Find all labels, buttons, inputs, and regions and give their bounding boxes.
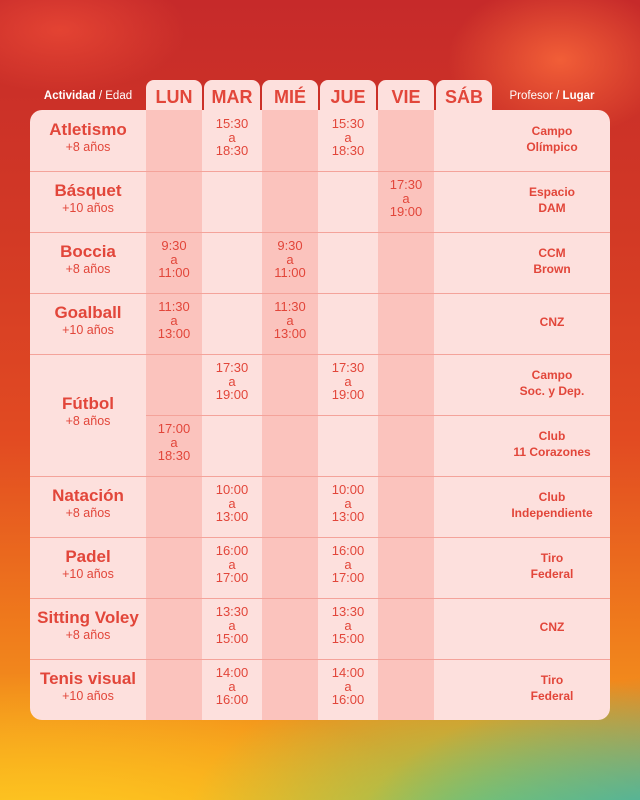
place-line-2: Federal <box>530 566 574 581</box>
activity-age: +8 años <box>65 262 111 276</box>
start-time: 14:00 <box>215 665 249 680</box>
header-separator: / <box>95 90 106 102</box>
place-line-1: Tiro <box>540 550 564 565</box>
time-slot-mar <box>204 598 260 659</box>
time-connector: a <box>402 190 410 206</box>
end-time: 16:00 <box>215 692 249 707</box>
activity-name: Natación <box>52 486 124 505</box>
end-time: 19:00 <box>215 387 249 402</box>
place-line-2: Independiente <box>511 505 593 520</box>
activity-cell <box>30 655 146 716</box>
start-time: 14:00 <box>331 665 365 680</box>
time-connector: a <box>170 434 178 450</box>
end-time: 15:00 <box>215 631 249 646</box>
day-header-lun: LUN <box>146 80 202 114</box>
activity-age: +8 años <box>65 506 111 520</box>
time-connector: a <box>228 678 236 694</box>
age-label: Edad <box>105 90 133 102</box>
place-line-1: CNZ <box>539 314 565 329</box>
activity-cell <box>30 228 146 289</box>
time-connector: a <box>344 495 352 511</box>
time-connector: a <box>170 312 178 328</box>
time-slot-jue <box>320 537 376 598</box>
time-slot-jue <box>320 659 376 720</box>
start-time: 15:30 <box>331 116 365 131</box>
place-cell <box>494 474 610 535</box>
end-time: 18:30 <box>331 143 365 158</box>
place-line-1: Campo <box>531 123 573 138</box>
start-time: 11:30 <box>274 299 306 314</box>
header-separator-2: / <box>552 90 563 102</box>
time-connector: a <box>344 556 352 572</box>
time-slot-jue <box>320 476 376 537</box>
end-time: 13:00 <box>273 326 307 341</box>
activity-name: Básquet <box>54 181 122 200</box>
activity-name: Padel <box>65 547 111 566</box>
activity-age-header <box>30 80 146 112</box>
place-cell <box>494 352 610 413</box>
activity-name: Sitting Voley <box>37 608 139 627</box>
time-slot-mie <box>262 232 318 293</box>
start-time: 17:30 <box>215 360 249 375</box>
place-line-1: Club <box>538 489 566 504</box>
activity-name: Fútbol <box>62 393 114 413</box>
place-cell <box>494 291 610 352</box>
start-time: 13:30 <box>331 604 365 619</box>
time-connector: a <box>170 251 178 267</box>
schedule-table <box>30 110 610 720</box>
row-divider <box>146 415 610 416</box>
time-slot-lun <box>146 293 202 354</box>
time-slot-jue <box>320 354 376 415</box>
end-time: 13:00 <box>215 509 249 524</box>
activity-age: +8 años <box>65 628 111 642</box>
end-time: 19:00 <box>331 387 365 402</box>
activity-name: Atletismo <box>49 120 127 139</box>
time-connector: a <box>344 373 352 389</box>
time-connector: a <box>228 129 236 145</box>
place-line-2: Olímpico <box>526 139 578 154</box>
place-line-2: Brown <box>533 261 571 276</box>
place-cell <box>494 596 610 657</box>
activity-cell <box>30 289 146 350</box>
activity-age: +10 años <box>62 567 114 581</box>
start-time: 17:00 <box>157 421 191 436</box>
activity-name: Boccia <box>60 242 116 261</box>
start-time: 10:00 <box>215 482 249 497</box>
time-slot-jue <box>320 110 376 171</box>
activity-cell <box>30 472 146 533</box>
place-label: Lugar <box>562 90 595 102</box>
place-line-2: 11 Corazones <box>513 444 591 459</box>
start-time: 17:30 <box>331 360 365 375</box>
teacher-place-header <box>494 80 610 112</box>
end-time: 17:00 <box>215 570 249 585</box>
activity-cell <box>30 533 146 594</box>
place-line-1: Club <box>538 428 566 443</box>
activity-name: Tenis visual <box>39 669 137 688</box>
time-slot-vie <box>378 171 434 232</box>
time-connector: a <box>286 312 294 328</box>
start-time: 9:30 <box>277 238 303 253</box>
end-time: 11:00 <box>158 265 190 280</box>
place-line-2: Federal <box>530 688 574 703</box>
place-line-1: Tiro <box>540 672 564 687</box>
place-line-1: CCM <box>538 245 566 260</box>
end-time: 19:00 <box>389 204 423 219</box>
time-slot-lun <box>146 415 202 476</box>
day-header-mar: MAR <box>204 80 260 114</box>
end-time: 16:00 <box>331 692 365 707</box>
activity-age: +10 años <box>62 201 114 215</box>
start-time: 11:30 <box>158 299 190 314</box>
time-connector: a <box>344 129 352 145</box>
end-time: 15:00 <box>331 631 365 646</box>
place-cell <box>494 230 610 291</box>
time-slot-lun <box>146 232 202 293</box>
time-slot-mar <box>204 537 260 598</box>
end-time: 17:00 <box>331 570 365 585</box>
place-line-2: DAM <box>538 200 566 215</box>
day-header-vie: VIE <box>378 80 434 114</box>
schedule-header <box>30 80 610 112</box>
time-connector: a <box>228 373 236 389</box>
activity-age: +8 años <box>65 413 111 428</box>
time-slot-mar <box>204 476 260 537</box>
time-slot-mie <box>262 293 318 354</box>
time-connector: a <box>228 495 236 511</box>
activity-label: Actividad <box>43 90 96 102</box>
end-time: 11:00 <box>274 265 306 280</box>
activity-cell <box>30 167 146 228</box>
start-time: 15:30 <box>215 116 249 131</box>
start-time: 16:00 <box>215 543 249 558</box>
end-time: 13:00 <box>157 326 191 341</box>
day-header-sab: SÁB <box>436 80 492 114</box>
time-connector: a <box>344 617 352 633</box>
time-slot-mar <box>204 354 260 415</box>
end-time: 13:00 <box>331 509 365 524</box>
place-line-1: Campo <box>531 367 573 382</box>
time-slot-mar <box>204 659 260 720</box>
activity-name: Goalball <box>54 303 122 322</box>
time-connector: a <box>228 617 236 633</box>
place-cell <box>494 110 610 169</box>
day-header-mie: MIÉ <box>262 80 318 114</box>
activity-age: +8 años <box>65 140 111 154</box>
teacher-label: Profesor <box>509 90 553 102</box>
end-time: 18:30 <box>215 143 249 158</box>
place-line-1: Espacio <box>528 184 576 199</box>
activity-cell <box>30 110 146 167</box>
place-cell <box>494 535 610 596</box>
activity-cell <box>30 594 146 655</box>
place-line-2: Soc. y Dep. <box>519 383 585 398</box>
activity-age: +10 años <box>62 689 114 703</box>
time-slot-jue <box>320 598 376 659</box>
start-time: 16:00 <box>331 543 365 558</box>
activity-age: +10 años <box>62 323 114 337</box>
place-cell <box>494 657 610 718</box>
time-connector: a <box>344 678 352 694</box>
time-slot-mar <box>204 110 260 171</box>
place-line-1: CNZ <box>539 619 565 634</box>
start-time: 10:00 <box>331 482 365 497</box>
start-time: 17:30 <box>389 177 423 192</box>
activity-cell <box>30 350 146 472</box>
time-connector: a <box>286 251 294 267</box>
place-cell <box>494 169 610 230</box>
place-cell <box>494 413 610 474</box>
start-time: 13:30 <box>215 604 249 619</box>
end-time: 18:30 <box>157 448 191 463</box>
time-connector: a <box>228 556 236 572</box>
day-header-jue: JUE <box>320 80 376 114</box>
start-time: 9:30 <box>161 238 187 253</box>
